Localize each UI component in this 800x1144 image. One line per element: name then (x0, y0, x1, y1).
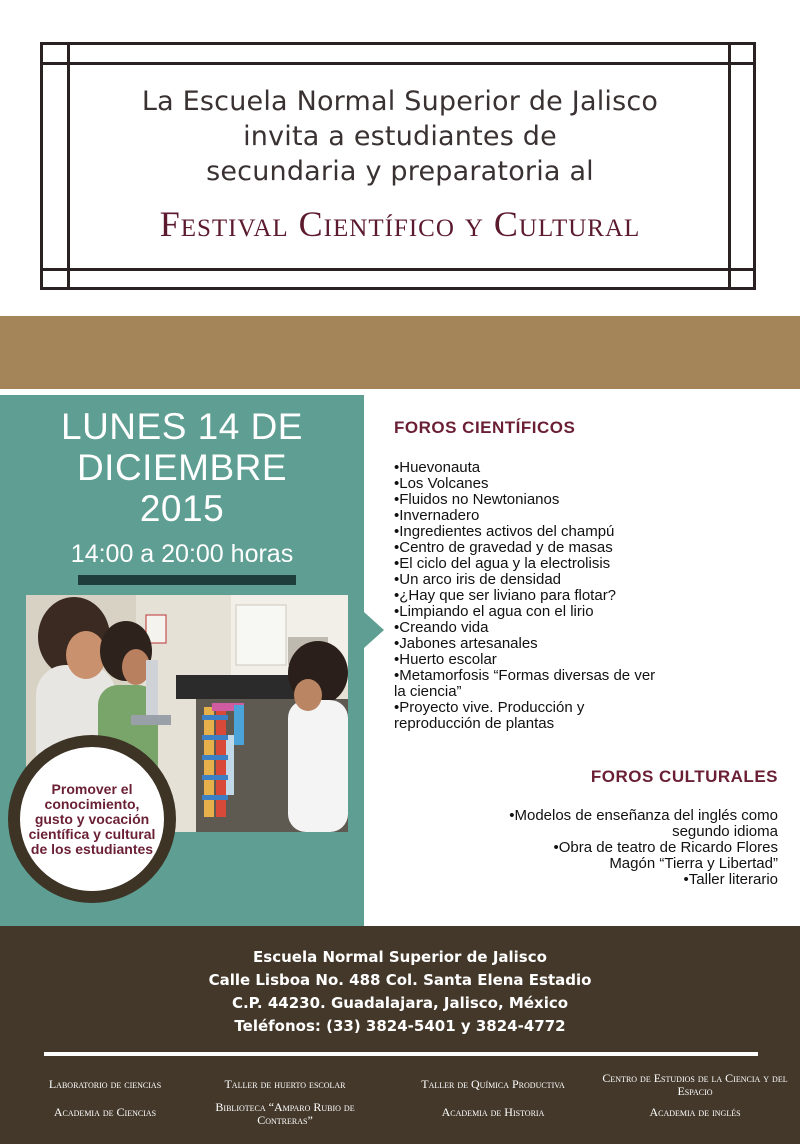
list-item: •Metamorfosis “Formas diversas de ver la ciencia” (394, 667, 656, 700)
invitation-block (60, 84, 740, 245)
list-item: •Huerto escolar (394, 651, 497, 668)
footer-item-quimica: Taller de Química Productiva (421, 1077, 565, 1091)
list-item: •Jabones artesanales (394, 635, 538, 652)
list-item: •Creando vida (394, 619, 489, 636)
list-item: •Fluidos no Newtonianos (394, 491, 560, 508)
address-block (0, 946, 800, 1038)
list-item: •Huevonauta (394, 459, 481, 476)
foros-cientificos-heading: FOROS CIENTÍFICOS (394, 418, 576, 437)
frame-left-outer (40, 42, 43, 290)
tan-band (0, 316, 800, 389)
frame-bottom-inner (40, 268, 756, 271)
list-item: •Modelos de enseñanza del inglés como segundo idioma (509, 807, 778, 840)
invitation-line-1: La Escuela Normal Superior de Jalisco (141, 86, 659, 117)
list-item: •Limpiando el agua con el lirio (394, 603, 594, 620)
festival-title (60, 203, 740, 245)
event-hours: 14:00 a 20:00 horas (70, 540, 294, 568)
list-item: •Invernadero (394, 507, 480, 524)
event-date-line-3: 2015 (139, 488, 225, 529)
footer-item-biblioteca: Biblioteca “Amparo Rubio de Contreras” (215, 1100, 355, 1127)
address-line-2: Calle Lisboa No. 488 Col. Santa Elena Estadio (208, 971, 592, 989)
list-item: •¿Hay que ser liviano para flotar? (394, 587, 617, 604)
list-item: •Proyecto vive. Producción y reproducción de plantas (394, 699, 585, 732)
foros-culturales-list (398, 808, 778, 888)
mission-circle (8, 735, 176, 903)
invitation-line-3: secundaria y preparatoria al (206, 156, 594, 187)
list-item: •Ingredientes activos del champú (394, 523, 615, 540)
list-item: •Taller literario (683, 871, 778, 888)
footer-item-laboratorio: Laboratorio de ciencias (48, 1077, 162, 1091)
list-item: •Los Volcanes (394, 475, 489, 492)
footer-item-academia-historia: Academia de Historia (441, 1105, 545, 1119)
footer-item-huerto: Taller de huerto escolar (224, 1077, 346, 1091)
frame-bottom-outer (40, 287, 756, 290)
pointer-arrow (364, 612, 384, 648)
foros-culturales-heading: FOROS CULTURALES (590, 767, 778, 786)
address-line-3: C.P. 44230. Guadalajara, Jalisco, México (231, 994, 569, 1012)
footer-item-academia-ingles: Academia de inglés (649, 1105, 741, 1119)
address-line-4: Teléfonos: (33) 3824-5401 y 3824-4772 (234, 1017, 566, 1035)
list-item: •Un arco iris de densidad (394, 571, 562, 588)
list-item: •El ciclo del agua y la electrolisis (394, 555, 611, 572)
address-line-1: Escuela Normal Superior de Jalisco (253, 948, 547, 966)
list-item: •Centro de gravedad y de masas (394, 539, 613, 556)
festival-title-text: Festival Científico y Cultural (159, 204, 641, 244)
mission-text: Promover el conocimiento, gusto y vocación científica y cultural de los estudiantes (28, 780, 156, 857)
footer-item-centro-estudios: Centro de Estudios de la Ciencia y del Espacio (602, 1071, 788, 1098)
footer-item-academia-ciencias: Academia de Ciencias (53, 1105, 157, 1119)
header-section (0, 0, 800, 316)
foros-cientificos-list (394, 460, 794, 732)
frame-right-outer (753, 42, 756, 290)
event-date-line-2: DICIEMBRE (76, 447, 288, 488)
divider-bar (78, 575, 296, 585)
frame-top-inner (40, 62, 756, 65)
footer (0, 926, 800, 1144)
event-date-line-1: LUNES 14 DE (61, 406, 303, 447)
list-item: •Obra de teatro de Ricardo Flores Magón “Tierra y Libertad” (553, 839, 778, 872)
frame-top-outer (40, 42, 756, 45)
invitation-line-2: invita a estudiantes de (243, 121, 557, 152)
footer-divider (44, 1052, 758, 1056)
